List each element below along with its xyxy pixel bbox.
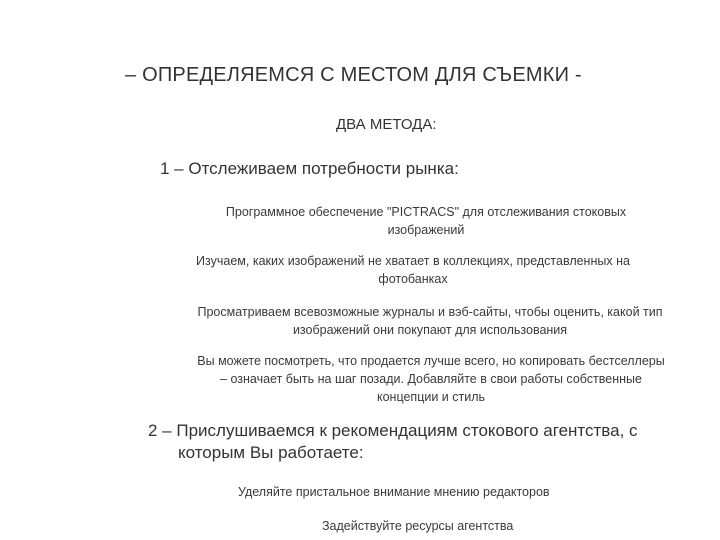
item-line: Изучаем, каких изображений не хватает в коллекциях, представленных на (196, 254, 630, 268)
method-1-item-pictracs (200, 203, 652, 239)
item-line: концепции и стиль (376, 390, 486, 404)
item-line: – означает быть на шаг позади. Добавляйте в свои работы собственные (220, 372, 642, 386)
method-2-item-agency-resources: Задействуйте ресурсы агентства (322, 519, 514, 533)
method-2-heading (148, 420, 638, 464)
method-2-item-editors: Уделяйте пристальное внимание мнению редакторов (238, 485, 550, 499)
item-line: изображений они покупают для использования (292, 323, 568, 337)
method-1-item-collections (166, 252, 660, 288)
slide-title: – ОПРЕДЕЛЯЕМСЯ С МЕСТОМ ДЛЯ СЪЕМКИ - (125, 64, 582, 86)
method-1-item-magazines (166, 303, 694, 339)
item-line: фотобанках (378, 272, 448, 286)
item-line: Программное обеспечение "PICTRACS" для отслеживания стоковых (225, 205, 627, 219)
method-1-heading: 1 – Отслеживаем потребности рынка: (160, 159, 459, 178)
item-line: Вы можете посмотреть, что продается лучше всего, но копировать бестселлеры (197, 354, 665, 368)
method-1-item-bestsellers (162, 352, 700, 406)
slide-subtitle: ДВА МЕТОДА: (336, 116, 437, 133)
heading-line: 2 – Прислушиваемся к рекомендациям стокового агентства, с (148, 421, 638, 440)
item-line: Просматриваем всевозможные журналы и вэб-сайты, чтобы оценить, какой тип (197, 305, 663, 319)
item-line: изображений (387, 223, 465, 237)
heading-line: которым Вы работаете: (178, 443, 364, 462)
